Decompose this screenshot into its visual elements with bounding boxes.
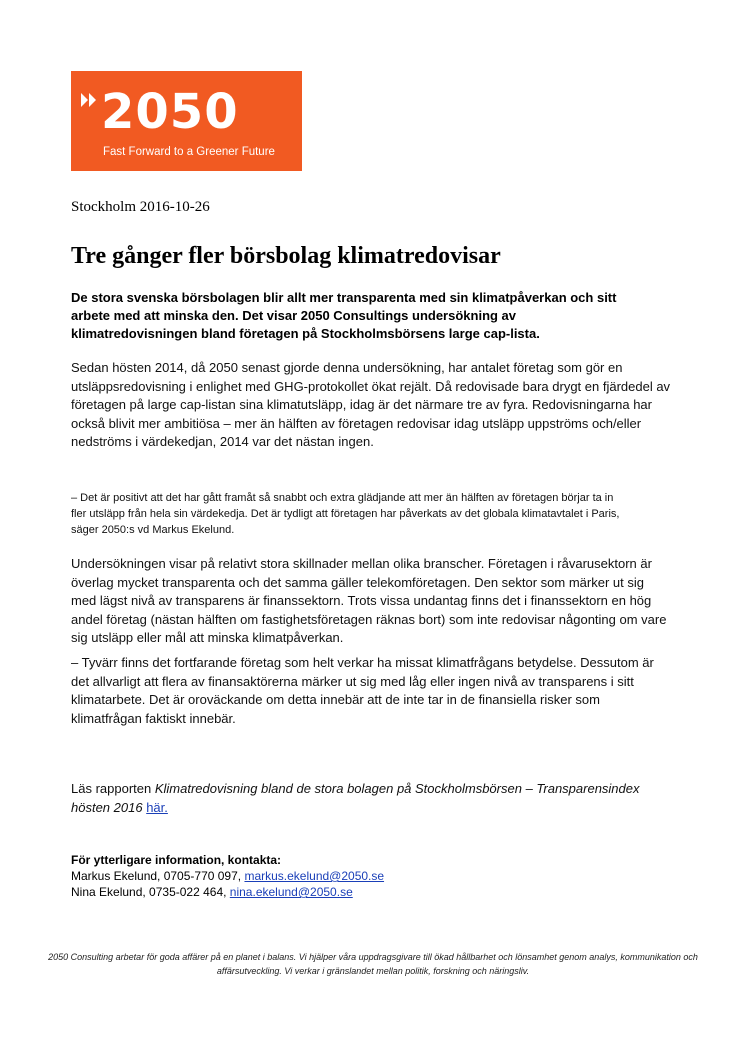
contact-line <box>71 884 384 900</box>
contact-block <box>71 852 384 900</box>
report-prefix: Läs rapporten <box>71 781 155 796</box>
logo-mark: 2050 <box>101 84 239 140</box>
report-title: Klimatredovisning bland de stora bolagen på Stockholmsbörsen – Transparensindex hösten 2016 <box>71 781 640 815</box>
body-paragraph-2: Undersökningen visar på relativt stora skillnader mellan olika branscher. Företagen i råvarusektorn är överlag mycket transparenta och det samma gäller telekomföretagen. Den sektor som märker ut sig med lägst nivå av transparens är finanssektorn. Trots vissa undantag finns det i finanssektorn en hög andel företag (nästan hälften om fastighetsföretagen räknas bort) som inte redovisar någonting om vare sig utsläpp eller mål att minska klimatpåverkan. <box>71 556 667 645</box>
contact-heading: För ytterligare information, kontakta: <box>71 853 282 867</box>
logo-tagline: Fast Forward to a Greener Future <box>103 146 275 158</box>
contact-details: Nina Ekelund, 0735-022 464, <box>71 885 230 899</box>
email-link[interactable]: nina.ekelund@2050.se <box>229 885 353 899</box>
contact-details: Markus Ekelund, 0705-770 097, <box>71 869 245 883</box>
quote-paragraph-2: – Tyvärr finns det fortfarande företag som helt verkar ha missat klimatfrågans betydelse. Dessutom är det allvarligt att flera av finansaktörerna märker ut sig med låg eller ingen nivå av transparens i sitt klimatarbete. Det är oroväckande om detta innebär att de inte tar in de finansiella risker som klimatfrågan faktiskt innebär. <box>71 655 654 726</box>
lede-paragraph: De stora svenska börsbolagen blir allt mer transparenta med sin klimatpåverkan och sitt arbete med att minska den. Det visar 2050 Consultings undersökning av klimatredovisningen bland företagen på Stockholmsbörsens large cap-lista. <box>71 290 617 341</box>
email-link[interactable]: markus.ekelund@2050.se <box>244 869 385 883</box>
report-link[interactable]: här. <box>146 799 168 815</box>
fast-forward-arrows-icon <box>81 93 99 107</box>
contact-line <box>71 868 384 884</box>
footer-text: 2050 Consulting arbetar för goda affärer på en planet i balans. Vi hjälper våra uppdragsgivare till ökad hållbarhet och lönsamhet genom analys, kommunikation och affärsutveckling. Vi verkar i gränslandet mellan politik, forskning och näringsliv. <box>48 952 698 976</box>
dateline: Stockholm 2016-10-26 <box>71 199 210 215</box>
body-paragraph-1: Sedan hösten 2014, då 2050 senast gjorde denna undersökning, har antalet företag som gör en utsläppsredovisning i enlighet med GHG-protokollet ökat rejält. Då redovisade bara drygt en fjärdedel av företagen på large cap-listan sina klimatutsläpp, idag är det närmare tre av fyra. Redovisningarna har också blivit mer ambitiösa – mer än hälften av företagen redovisar idag utsläpp uppströms och/eller nedströms i värdekedjan, 2014 var det nästan ingen. <box>71 360 671 449</box>
report-paragraph <box>71 780 671 817</box>
quote-paragraph-1: – Det är positivt att det har gått framåt så snabbt och extra glädjande att mer än hälften av företagen börjar ta in fler utsläpp från hela sin värdekedja. Det är tydligt att företagen har påverkats av det globala klimatavtalet i Paris, säger 2050:s vd Markus Ekelund. <box>71 492 620 536</box>
company-logo <box>71 71 302 171</box>
page-title: Tre gånger fler börsbolag klimatredovisar <box>71 243 501 269</box>
